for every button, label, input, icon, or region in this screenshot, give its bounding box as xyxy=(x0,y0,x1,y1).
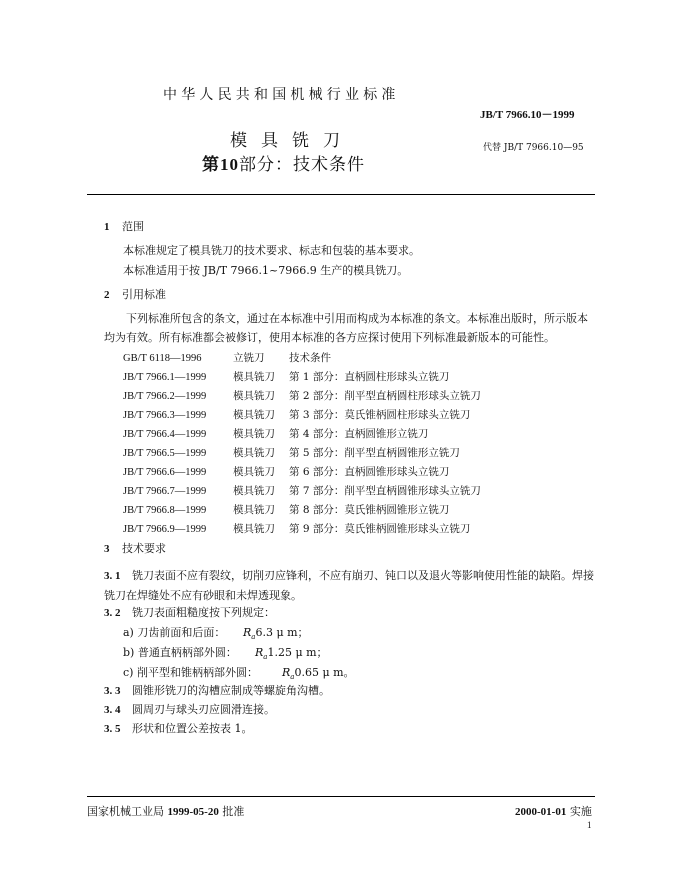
implementation-line xyxy=(515,803,592,819)
reference-name: 模具铣刀 xyxy=(233,485,275,497)
reference-item xyxy=(123,502,449,517)
implementation-word: 实施 xyxy=(569,805,592,818)
reference-name: 模具铣刀 xyxy=(233,523,275,535)
clause-number: 3. 2 xyxy=(104,607,121,619)
reference-code: JB/T 7966.5—1999 xyxy=(123,448,207,459)
roughness-label: c) 削平型和锥柄柄部外圆： xyxy=(123,666,258,679)
clause-3-5 xyxy=(104,720,253,736)
reference-item xyxy=(123,350,331,365)
reference-code: JB/T 7966.2—1999 xyxy=(123,391,207,402)
reference-code: JB/T 7966.8—1999 xyxy=(123,505,207,516)
clause-number: 3. 5 xyxy=(104,723,121,735)
replaces-standard: 代替 JB/T 7966.10—95 xyxy=(483,143,584,153)
reference-code: JB/T 7966.9—1999 xyxy=(123,524,207,535)
reference-desc: 第 6 部分：直柄圆锥形球头立铣刀 xyxy=(289,466,450,478)
reference-item xyxy=(123,521,470,536)
section-1-heading xyxy=(104,218,144,234)
header-divider xyxy=(87,194,595,195)
document-title: 模具铣刀 xyxy=(230,131,354,151)
reference-name: 模具铣刀 xyxy=(233,447,275,459)
clause-text: 铣刀表面粗糙度按下列规定： xyxy=(132,606,275,619)
reference-item xyxy=(123,483,481,498)
approval-line xyxy=(87,803,244,819)
roughness-value xyxy=(282,664,355,681)
ra-subscript: a xyxy=(251,633,256,642)
clause-3-3 xyxy=(104,682,330,698)
implementation-date: 2000-01-01 xyxy=(515,806,567,818)
clause-text: 铣刀表面不应有裂纹，切削刃应锋利，不应有崩刃、钝口以及退火等影响使用性能的缺陷。焊接铣刀在焊缝处不应有砂眼和未焊透现象。 xyxy=(104,569,594,602)
section-1-para-2: 本标准适用于按 JB/T 7966.1~7966.9 生产的模具铣刀。 xyxy=(123,264,409,277)
clause-text: 圆锥形铣刀的沟槽应制成等螺旋角沟槽。 xyxy=(132,684,330,697)
reference-code: JB/T 7966.7—1999 xyxy=(123,486,207,497)
section-3-heading xyxy=(104,540,166,556)
section-1-para-1: 本标准规定了模具铣刀的技术要求、标志和包装的基本要求。 xyxy=(123,244,420,257)
section-2-intro: 下列标准所包含的条文，通过在本标准中引用而构成为本标准的条文。本标准出版时，所示版本均为有效。所有标准都会被修订，使用本标准的各方应探讨使用下列标准最新版本的可能性。 xyxy=(104,312,588,344)
reference-desc: 技术条件 xyxy=(289,352,331,364)
reference-name: 模具铣刀 xyxy=(233,409,275,421)
reference-name: 模具铣刀 xyxy=(233,390,275,402)
reference-name: 模具铣刀 xyxy=(233,371,275,383)
reference-desc: 第 4 部分：直柄圆锥形立铣刀 xyxy=(289,428,429,440)
footer-divider xyxy=(87,796,595,797)
ra-symbol: R xyxy=(255,646,264,659)
section-number: 1 xyxy=(104,221,110,233)
standard-number: JB/T 7966.10－1999 xyxy=(480,109,575,121)
clause-number: 3. 1 xyxy=(104,570,121,582)
roughness-label: a) 刀齿前面和后面： xyxy=(123,626,226,639)
ra-symbol: R xyxy=(243,626,252,639)
issuer: 国家机械工业局 xyxy=(87,805,164,818)
roughness-number: 6.3 μ m； xyxy=(255,626,309,639)
reference-code: JB/T 7966.4—1999 xyxy=(123,429,207,440)
reference-code: JB/T 7966.3—1999 xyxy=(123,410,207,421)
reference-item xyxy=(123,388,481,403)
clause-number: 3. 3 xyxy=(104,685,121,697)
roughness-label: b) 普通直柄柄部外圆： xyxy=(123,646,237,659)
part-title: 部分：技术条件 xyxy=(239,155,365,175)
roughness-value xyxy=(243,624,309,641)
reference-item xyxy=(123,369,449,384)
roughness-item xyxy=(123,664,258,680)
reference-desc: 第 1 部分：直柄圆柱形球头立铣刀 xyxy=(289,371,450,383)
reference-name: 立铣刀 xyxy=(233,352,265,364)
clause-text: 形状和位置公差按表 1。 xyxy=(132,722,253,735)
approval-date: 1999-05-20 xyxy=(167,806,219,818)
reference-desc: 第 7 部分：削平型直柄圆锥形球头立铣刀 xyxy=(289,485,481,497)
section-title: 引用标准 xyxy=(122,288,166,301)
reference-code: GB/T 6118—1996 xyxy=(123,353,202,364)
page-number: 1 xyxy=(587,820,592,830)
issuing-authority: 中华人民共和国机械行业标准 xyxy=(163,87,400,103)
section-2-heading xyxy=(104,286,166,302)
document-subtitle xyxy=(202,150,365,175)
part-number: 第10 xyxy=(202,155,239,174)
section-title: 范围 xyxy=(122,220,144,233)
roughness-item xyxy=(123,644,237,660)
approval-word: 批准 xyxy=(222,805,245,818)
reference-desc: 第 5 部分：削平型直柄圆锥形立铣刀 xyxy=(289,447,460,459)
reference-item xyxy=(123,426,428,441)
reference-item xyxy=(123,464,449,479)
ra-symbol: R xyxy=(282,666,291,679)
clause-3-1 xyxy=(104,566,596,605)
reference-name: 模具铣刀 xyxy=(233,466,275,478)
roughness-number: 1.25 μ m； xyxy=(267,646,328,659)
clause-text: 圆周刃与球头刃应圆滑连接。 xyxy=(132,703,275,716)
ra-subscript: a xyxy=(290,673,295,682)
reference-item xyxy=(123,445,460,460)
ra-subscript: a xyxy=(263,653,268,662)
reference-desc: 第 8 部分：莫氏锥柄圆锥形立铣刀 xyxy=(289,504,450,516)
reference-name: 模具铣刀 xyxy=(233,504,275,516)
reference-desc: 第 3 部分：莫氏锥柄圆柱形球头立铣刀 xyxy=(289,409,471,421)
reference-desc: 第 9 部分：莫氏锥柄圆锥形球头立铣刀 xyxy=(289,523,471,535)
section-title: 技术要求 xyxy=(122,542,166,555)
clause-3-4 xyxy=(104,701,275,717)
roughness-value xyxy=(255,644,328,661)
section-number: 3 xyxy=(104,543,110,555)
reference-code: JB/T 7966.6—1999 xyxy=(123,467,207,478)
clause-3-2 xyxy=(104,604,275,620)
roughness-item xyxy=(123,624,225,640)
reference-desc: 第 2 部分：削平型直柄圆柱形球头立铣刀 xyxy=(289,390,481,402)
roughness-number: 0.65 μ m。 xyxy=(294,666,355,679)
reference-name: 模具铣刀 xyxy=(233,428,275,440)
section-number: 2 xyxy=(104,289,110,301)
reference-code: JB/T 7966.1—1999 xyxy=(123,372,207,383)
clause-number: 3. 4 xyxy=(104,704,121,716)
reference-item xyxy=(123,407,470,422)
